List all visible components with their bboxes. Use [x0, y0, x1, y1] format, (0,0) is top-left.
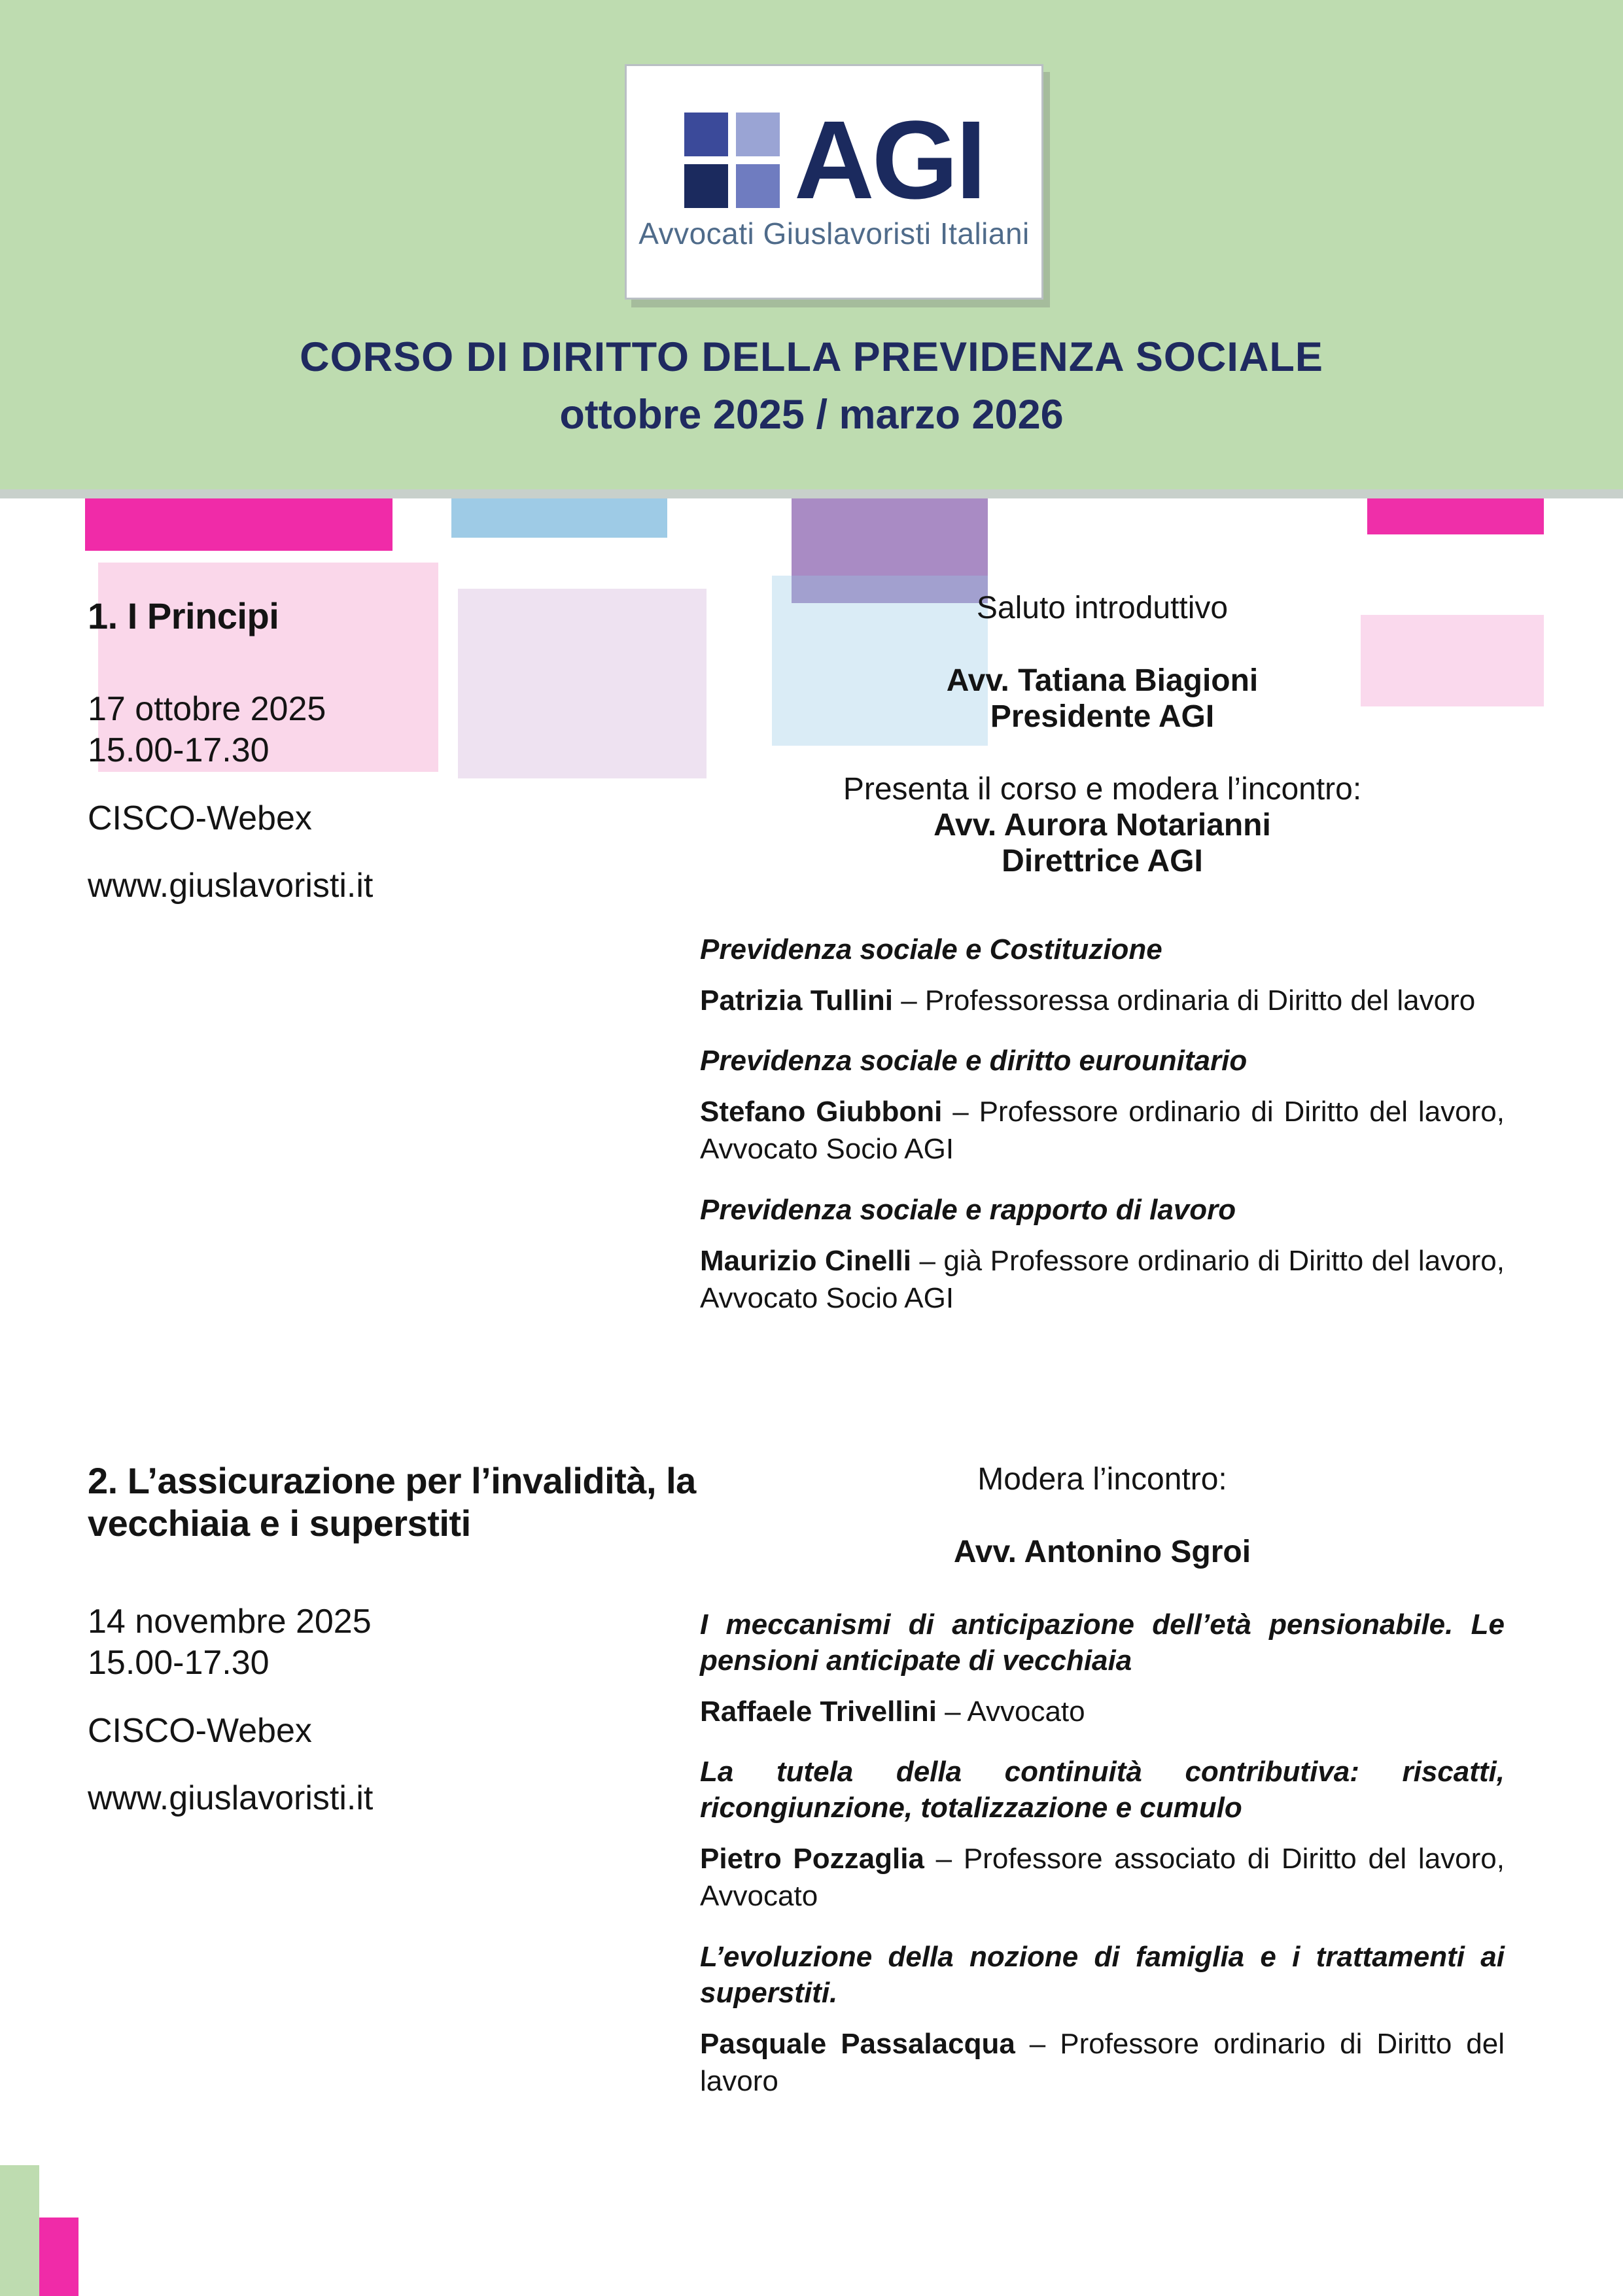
speaker-desc: – Professoressa ordinaria di Diritto del lavoro — [893, 984, 1476, 1017]
topic-title: Previdenza sociale e rapporto di lavoro — [700, 1193, 1236, 1226]
topic-title: La tutela della continuità contributiva: riscatti, ricongiunzione, totalizzazione e cumulo — [700, 1756, 1505, 1824]
session-1-platform: CISCO-Webex — [88, 799, 312, 837]
speaker-name: Raffaele Trivellini — [700, 1696, 937, 1728]
speaker-name: Maurizio Cinelli — [700, 1244, 911, 1277]
speaker-desc: – Avvocato — [936, 1696, 1085, 1728]
speaker-line — [700, 1693, 1505, 1730]
logo-squares-icon — [684, 113, 780, 208]
session-2-platform: CISCO-Webex — [88, 1711, 312, 1750]
speaker-desc: – Professore ordinario di Diritto del lavoro — [700, 2027, 1505, 2097]
speaker-name: Stefano Giubboni — [700, 1096, 943, 1128]
session-2-title: 2. L’assicurazione per l’invalidità, la vecchiaia e i superstiti — [88, 1460, 696, 1544]
session-1-intro-person: Avv. Tatiana Biagioni — [946, 663, 1259, 698]
session-1-date: 17 ottobre 2025 — [88, 689, 326, 728]
agi-logo-card — [625, 64, 1043, 300]
topic-title: Previdenza sociale e Costituzione — [700, 933, 1162, 965]
program-item — [700, 1607, 1505, 1730]
speaker-line — [700, 2025, 1505, 2100]
speaker-desc: – Professore associato di Diritto del lavoro, Avvocato — [700, 1843, 1505, 1913]
session-2-time: 15.00-17.30 — [88, 1644, 270, 1682]
session-2-moderator-label: Modera l’incontro: — [977, 1462, 1227, 1497]
speaker-line — [700, 1093, 1505, 1168]
topic-title: I meccanismi di anticipazione dell’età pensionabile. Le pensioni anticipate di vecchiaia — [700, 1609, 1505, 1677]
topic-title: Previdenza sociale e diritto eurounitario — [700, 1045, 1248, 1077]
session-1-intro-role: Presidente AGI — [990, 699, 1215, 734]
session-2-info — [88, 1460, 716, 1820]
session-2-date: 14 novembre 2025 — [88, 1602, 372, 1641]
session-1-time: 15.00-17.30 — [88, 731, 270, 770]
header-shadow — [0, 489, 1623, 498]
program-item — [700, 1754, 1505, 1915]
page-title: CORSO DI DIRITTO DELLA PREVIDENZA SOCIALE — [300, 334, 1323, 380]
speaker-name: Patrizia Tullini — [700, 984, 894, 1017]
session-2-program — [700, 1461, 1505, 2123]
session-1-moderator-person: Avv. Aurora Notarianni — [934, 808, 1271, 843]
program-item — [700, 1939, 1505, 2100]
logo-wordmark: AGI — [794, 97, 985, 222]
speaker-desc: – Professore ordinario di Diritto del lavoro, Avvocato Socio AGI — [700, 1096, 1505, 1166]
session-1-intro-label: Saluto introduttivo — [976, 591, 1229, 625]
program-item — [700, 931, 1505, 1019]
speaker-name: Pietro Pozzaglia — [700, 1843, 924, 1875]
speaker-line — [700, 982, 1505, 1019]
speaker-name: Pasquale Passalacqua — [700, 2027, 1015, 2060]
session-2-website[interactable]: www.giuslavoristi.it — [88, 1779, 374, 1818]
program-item — [700, 1043, 1505, 1168]
session-1-title: 1. I Principi — [88, 595, 279, 636]
speaker-desc: – già Professore ordinario di Diritto del lavoro, Avvocato Socio AGI — [700, 1244, 1505, 1314]
program-item — [700, 1192, 1505, 1317]
page-subtitle: ottobre 2025 / marzo 2026 — [559, 392, 1064, 438]
sessions-container — [0, 498, 1623, 2295]
session-2-moderator-person: Avv. Antonino Sgroi — [953, 1535, 1251, 1569]
session-1-moderator-role: Direttrice AGI — [1002, 844, 1203, 878]
logo-subtitle: Avvocati Giuslavoristi Italiani — [638, 217, 1030, 251]
speaker-line — [700, 1242, 1505, 1317]
session-1-program — [700, 590, 1505, 1340]
session-1-website[interactable]: www.giuslavoristi.it — [88, 867, 374, 905]
topic-title: L’evoluzione della nozione di famiglia e i trattamenti ai superstiti. — [700, 1940, 1505, 2009]
session-1-moderator-label: Presenta il corso e modera l’incontro: — [843, 772, 1362, 807]
speaker-line — [700, 1840, 1505, 1915]
session-1-info — [88, 595, 716, 907]
